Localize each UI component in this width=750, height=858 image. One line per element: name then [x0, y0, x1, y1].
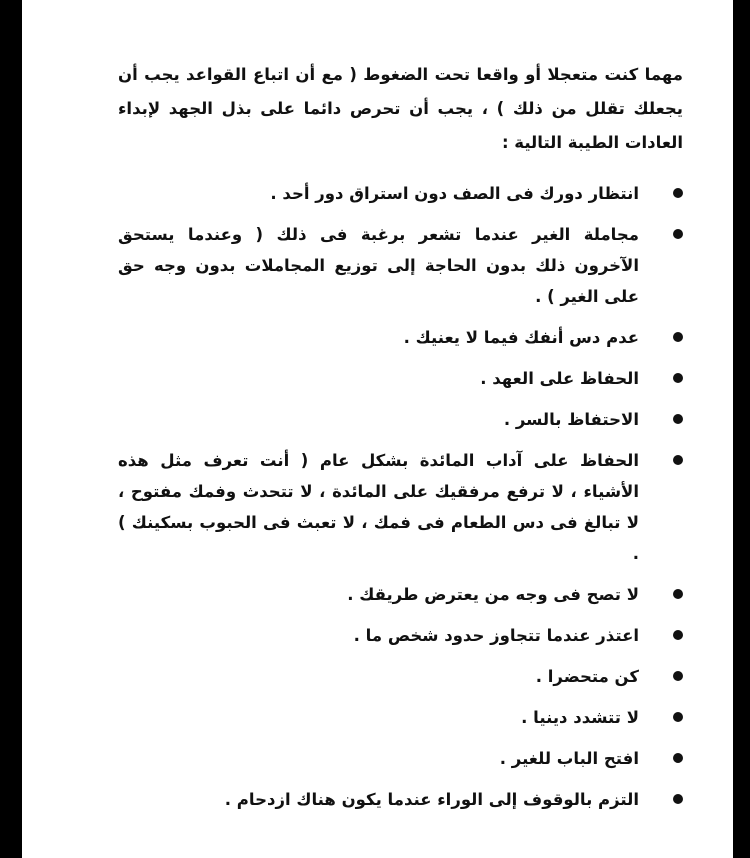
list-item	[118, 784, 683, 815]
list-item-text: اعتذر عندما تتجاوز حدود شخص ما .	[353, 626, 639, 645]
bullet-icon	[673, 671, 683, 681]
list-item	[118, 445, 683, 569]
list-item-text: افتح الباب للغير .	[499, 749, 639, 768]
list-item-text: التزم بالوقوف إلى الوراء عندما يكون هناك ازدحام .	[224, 790, 639, 809]
list-item	[118, 178, 683, 209]
bullet-icon	[673, 188, 683, 198]
list-item-text: عدم دس أنفك فيما لا يعنيك .	[403, 328, 639, 347]
list-item	[118, 404, 683, 435]
bullet-icon	[673, 794, 683, 804]
list-item-text: كن متحضرا .	[535, 667, 639, 686]
list-item-text: انتظار دورك فى الصف دون استراق دور أحد .	[270, 184, 639, 203]
bullet-icon	[673, 414, 683, 424]
list-item-text: الحفاظ على آداب المائدة بشكل عام ( أنت تعرف مثل هذه الأشياء ، لا ترفع مرفقيك على المائدة ، لا تتحدث وفمك مفتوح ، لا تبالغ فى دس الطعام فى فمك ، لا تعبث فى الحبوب بسكينك ) .	[118, 451, 639, 563]
bullet-icon	[673, 753, 683, 763]
bullet-icon	[673, 229, 683, 239]
bullet-icon	[673, 373, 683, 383]
bullet-icon	[673, 630, 683, 640]
bullet-icon	[673, 589, 683, 599]
intro-paragraph: مهما كنت متعجلا أو واقعا تحت الضغوط ( مع أن اتباع القواعد يجب أن يجعلك تقلل من ذلك ) ، يجب أن تحرص دائما على بذل الجهد لإبداء العادات الطيبة التالية :	[118, 65, 683, 152]
list-item	[118, 702, 683, 733]
bullet-icon	[673, 332, 683, 342]
list-item	[118, 661, 683, 692]
list-item	[118, 620, 683, 651]
bullet-icon	[673, 455, 683, 465]
list-item-text: الاحتفاظ بالسر .	[503, 410, 639, 429]
list-item	[118, 219, 683, 312]
list-item	[118, 579, 683, 610]
list-item-text: لا تتشدد دينيا .	[521, 708, 639, 727]
list-item	[118, 322, 683, 353]
list-item-text: الحفاظ على العهد .	[480, 369, 639, 388]
bullet-icon	[673, 712, 683, 722]
habits-list	[118, 178, 683, 815]
list-item-text: مجاملة الغير عندما تشعر برغبة فى ذلك ( وعندما يستحق الآخرون ذلك بدون الحاجة إلى توزيع المجاملات بدون وجه حق على الغير ) .	[118, 225, 639, 306]
list-item-text: لا تصح فى وجه من يعترض طريقك .	[347, 585, 639, 604]
document-page	[22, 0, 733, 858]
list-item	[118, 363, 683, 394]
list-item	[118, 743, 683, 774]
